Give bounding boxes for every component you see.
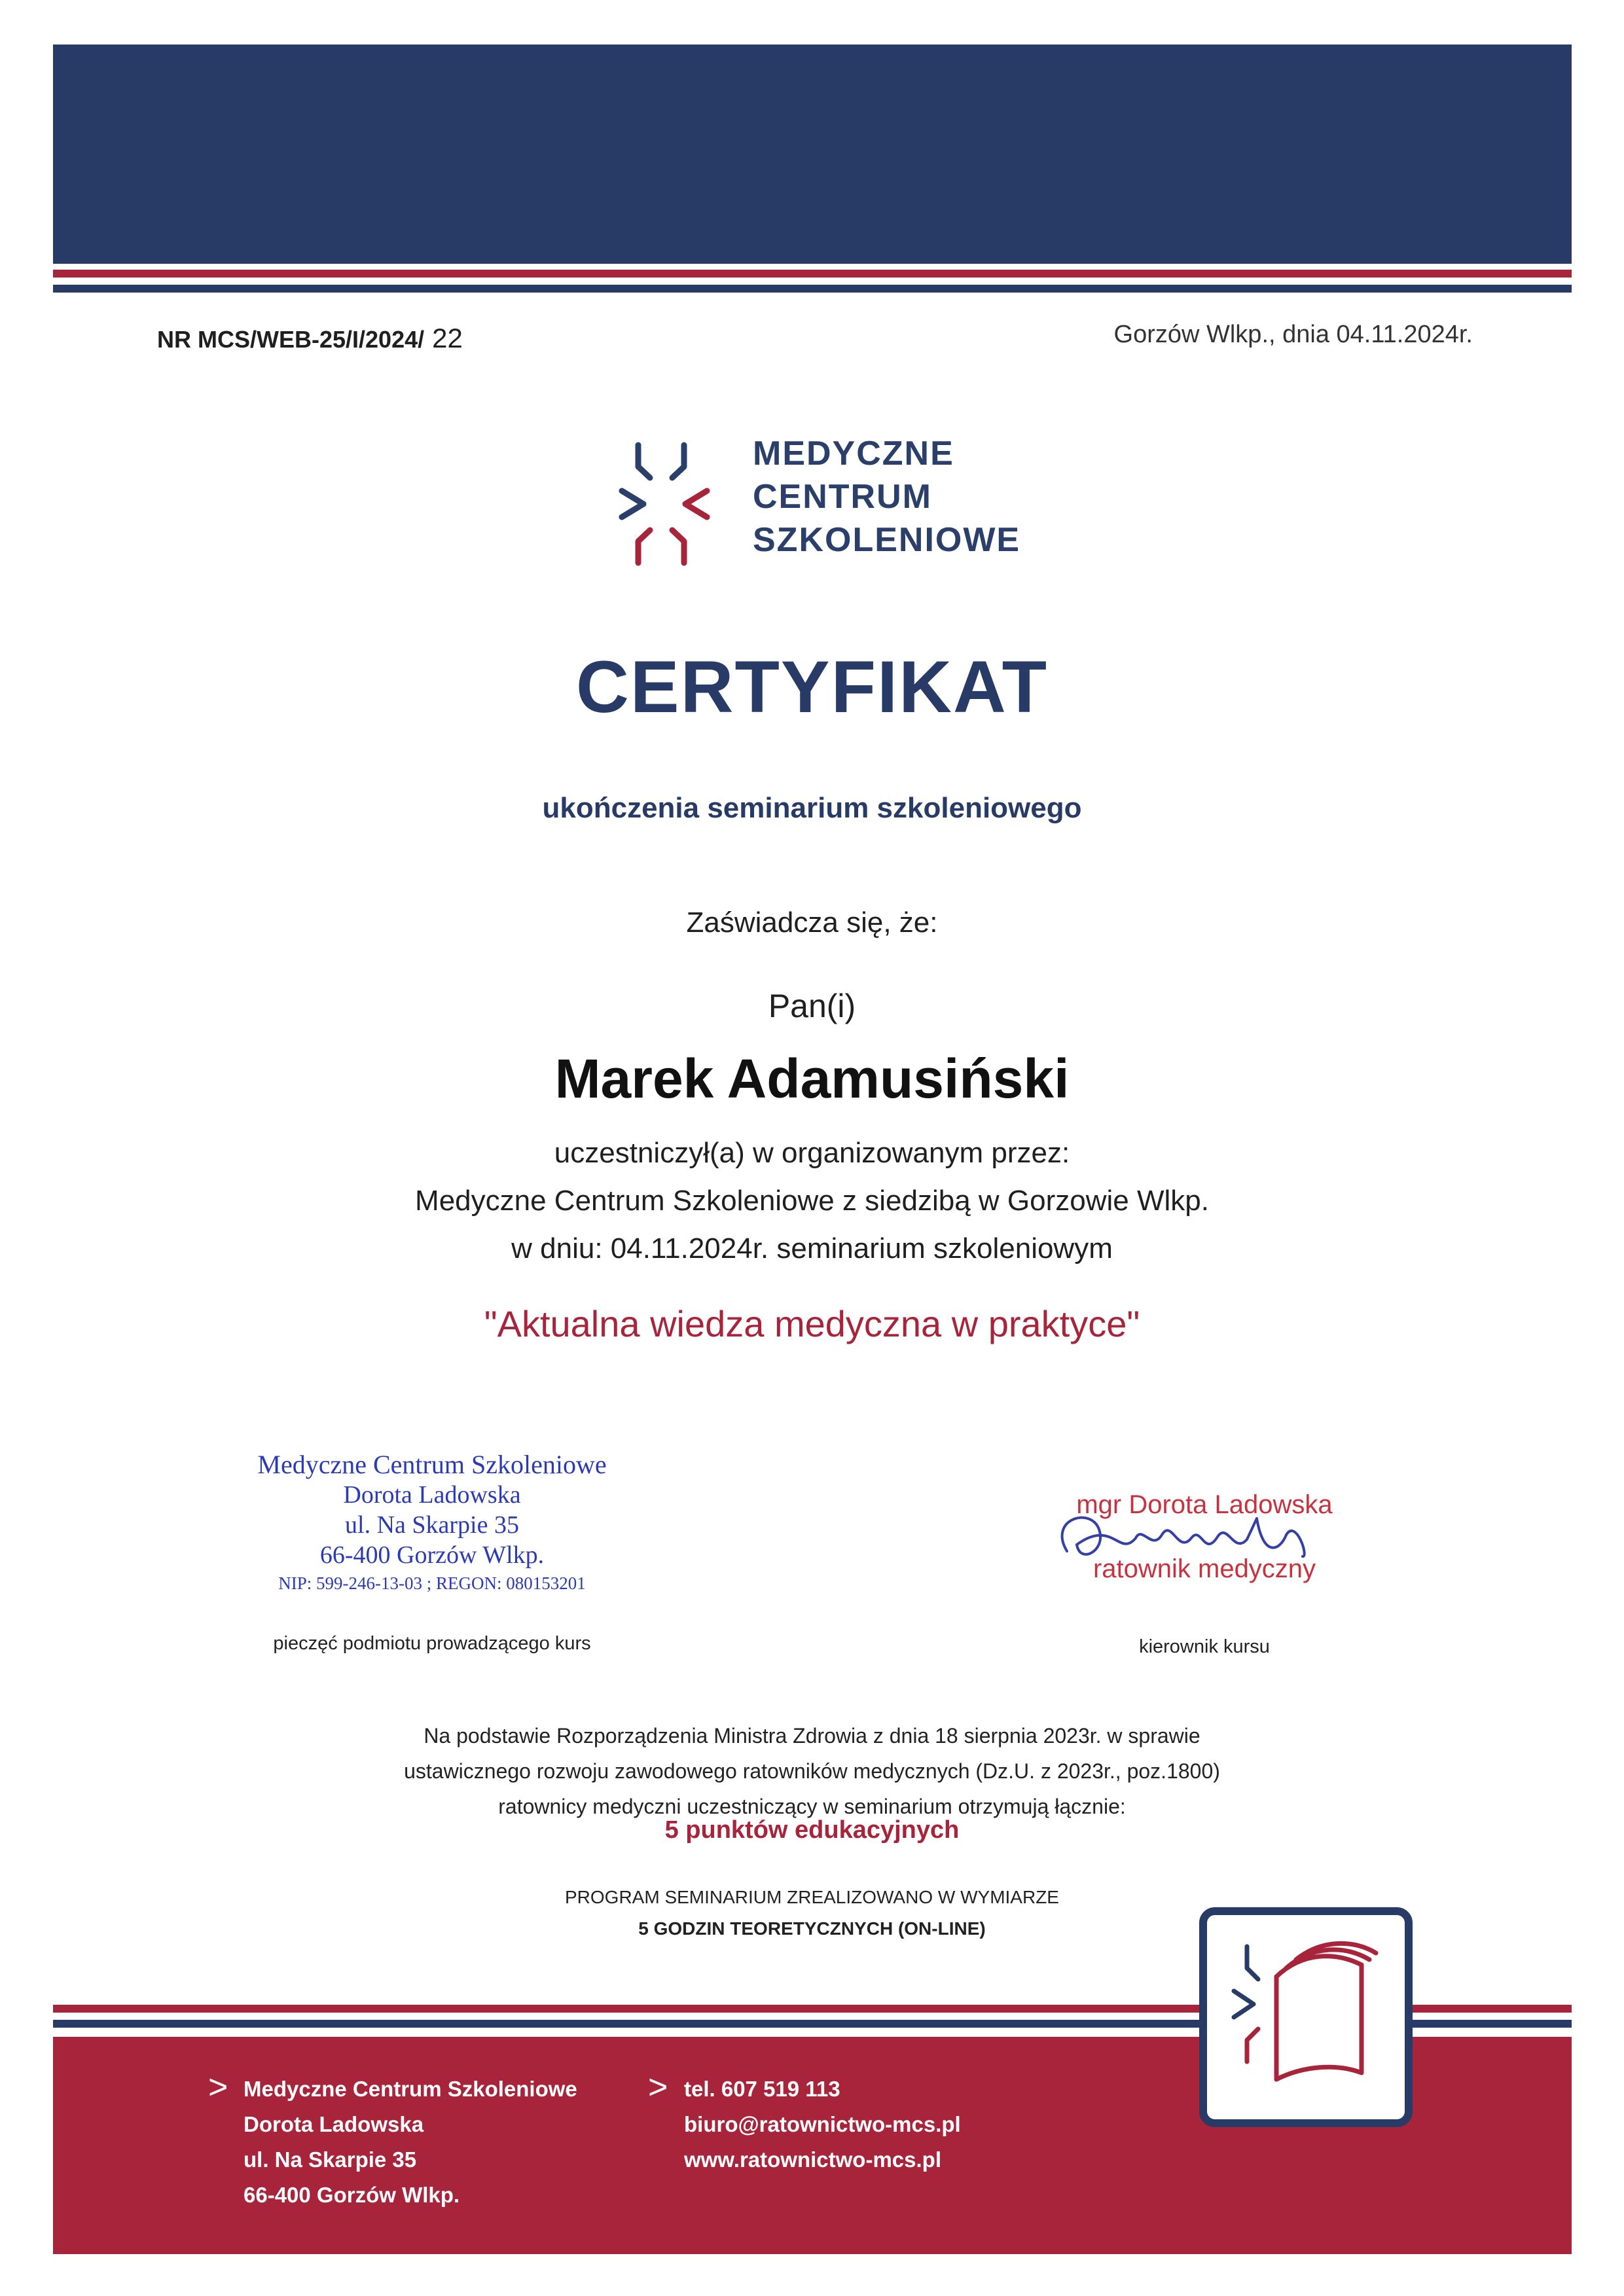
footer-email[interactable]: biuro@ratownictwo-mcs.pl [684,2112,961,2136]
legal-line-1: Na podstawie Rozporządzenia Ministra Zdrowia z dnia 18 sierpnia 2023r. w sprawie [424,1724,1200,1748]
body-line-3: w dniu: 04.11.2024r. seminarium szkoleniowym [511,1232,1113,1265]
body-line-2: Medyczne Centrum Szkoleniowe z siedzibą w Gorzowie Wlkp. [415,1185,1209,1217]
organization-stamp [196,1450,668,1596]
footer-address-line-4: 66-400 Gorzów Wlkp. [244,2183,460,2207]
chevron-right-icon: > [648,2068,668,2106]
logo-wordmark [753,432,1020,562]
stamp-line-5: NIP: 599-246-13-03 ; REGON: 080153201 [278,1573,586,1593]
handwritten-signature [1062,1518,1305,1556]
footer-address-line-2: Dorota Ladowska [244,2112,424,2136]
certificate-number-value: 22 [432,323,463,353]
certificate-number [157,323,463,354]
header-stripe-red [53,270,1572,278]
chevron-right-icon: > [208,2068,228,2106]
footer-address [244,2072,577,2213]
stamp-line-3: ul. Na Skarpie 35 [345,1511,519,1539]
footer-phone[interactable]: tel. 607 519 113 [684,2077,840,2101]
stamp-line-4: 66-400 Gorzów Wlkp. [319,1541,545,1569]
attestation-text: Zaświadcza się, że: [686,906,938,939]
footer-address-line-3: ul. Na Skarpie 35 [244,2147,417,2172]
program-line-2: 5 GODZIN TEORETYCZNYCH (ON-LINE) [638,1918,986,1939]
legal-line-3: ratownicy medyczni uczestniczący w seminarium otrzymują łącznie: [498,1795,1126,1818]
book-badge-icon [1198,1906,1414,2128]
education-points: 5 punktów edukacyjnych [664,1816,960,1844]
stamp-caption: pieczęć podmiotu prowadzącego kurs [273,1633,591,1654]
certificate-subtitle: ukończenia seminarium szkoleniowego [542,792,1082,824]
signature-stamp-line-2: ratownik medyczny [1092,1554,1316,1583]
signature-stamp [1021,1479,1388,1604]
header-stripe-navy [53,285,1572,293]
legal-line-2: ustawicznego rozwoju zawodowego ratowników medycznych (Dz.U. z 2023r., poz.1800) [404,1759,1220,1783]
header-band [53,45,1572,264]
footer-website[interactable]: www.ratownictwo-mcs.pl [684,2147,941,2172]
program-line-1: PROGRAM SEMINARIUM ZREALIZOWANO W WYMIARZE [565,1887,1059,1907]
logo-line-3: SZKOLENIOWE [753,521,1021,559]
certificate-number-prefix: NR MCS/WEB-25/I/2024/ [157,326,425,353]
footer-address-line-1: Medyczne Centrum Szkoleniowe [244,2077,577,2101]
legal-basis [0,1718,1624,1824]
salutation: Pan(i) [768,988,856,1024]
stamp-line-1: Medyczne Centrum Szkoleniowe [257,1450,607,1479]
certificate-title: CERTYFIKAT [576,646,1048,728]
footer-contact [684,2072,961,2178]
logo-line-1: MEDYCZNE [753,435,954,473]
seminar-title: "Aktualna wiedza medyczna w praktyce" [484,1303,1140,1344]
logo-line-2: CENTRUM [753,478,932,516]
signer-caption: kierownik kursu [1139,1636,1270,1657]
stamp-line-2: Dorota Ladowska [343,1481,521,1509]
body-line-1: uczestniczył(a) w organizowanym przez: [554,1137,1070,1169]
signature-stamp-line-1: mgr Dorota Ladowska [1076,1490,1333,1519]
recipient-name: Marek Adamusiński [554,1048,1070,1109]
mcs-logo-icon [612,435,743,573]
certificate-body [0,1129,1624,1272]
issue-place-date: Gorzów Wlkp., dnia 04.11.2024r. [1113,321,1473,348]
